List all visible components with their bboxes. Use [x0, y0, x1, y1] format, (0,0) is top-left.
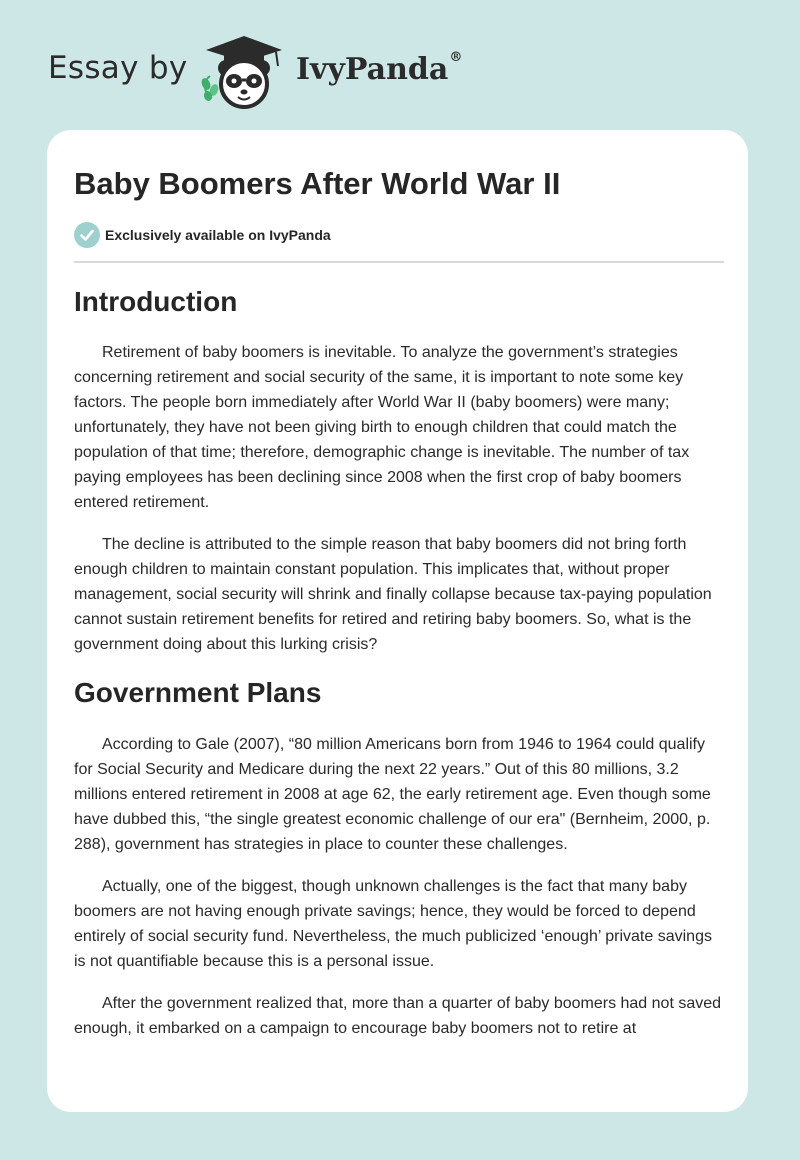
paragraph: According to Gale (2007), “80 million Americans born from 1946 to 1964 could qualify for Social Security and Medicare during the next 22 years.” Out of this 80 millions, 3.2 millions entered retirement in 2008 at age 62, the early retirement age. Even though some have dubbed this, “the single greatest economic challenge of our era" (Bernheim, 2000, p. 288), government has strategies in place to counter these challenges. — [74, 735, 711, 853]
check-circle-icon — [74, 222, 100, 248]
section-heading-introduction: Introduction — [74, 286, 238, 317]
essay-by-label: Essay by — [48, 50, 188, 86]
section-heading-government-plans: Government Plans — [74, 677, 322, 709]
exclusive-badge — [74, 222, 331, 248]
essay-card — [47, 130, 748, 1112]
paragraph: The decline is attributed to the simple reason that baby boomers did not bring forth enough children to maintain constant population. This implicates that, without proper management, social security will shrink and finally collapse because tax-paying population cannot sustain retirement benefits for retired and retiring baby boomers. So, what is the government doing about this lurking crisis? — [74, 536, 712, 654]
registered-mark: ® — [449, 50, 463, 65]
essay-title: Baby Boomers After World War II — [74, 166, 561, 201]
paragraph: After the government realized that, more than a quarter of baby boomers had not saved enough, it embarked on a campaign to encourage baby boomers not to retire at — [74, 994, 722, 1037]
essay-content — [74, 278, 724, 1041]
paragraph: Actually, one of the biggest, though unknown challenges is the fact that many baby boomers are not having enough private savings; hence, they would be forced to depend entirely of social security fund. Nevertheless, the much publicized ‘enough’ private savings is not quantifiable because this is a personal issue. — [74, 877, 712, 970]
brand-name[interactable] — [296, 52, 462, 87]
site-header — [0, 0, 800, 130]
title-divider — [74, 261, 724, 263]
exclusive-label: Exclusively available on IvyPanda — [105, 227, 331, 243]
panda-logo-icon[interactable] — [196, 32, 292, 112]
brand-text: IvyPanda — [296, 52, 449, 87]
paragraph: Retirement of baby boomers is inevitable. To analyze the government’s strategies concerning retirement and social security of the same, it is important to note some key factors. The people born immediately after World War II (baby boomers) were many; unfortunately, they have not been giving birth to enough children that could match the population of that time; therefore, demographic change is inevitable. The number of tax paying employees has been declining since 2008 when the first crop of baby boomers entered retirement. — [74, 344, 690, 512]
